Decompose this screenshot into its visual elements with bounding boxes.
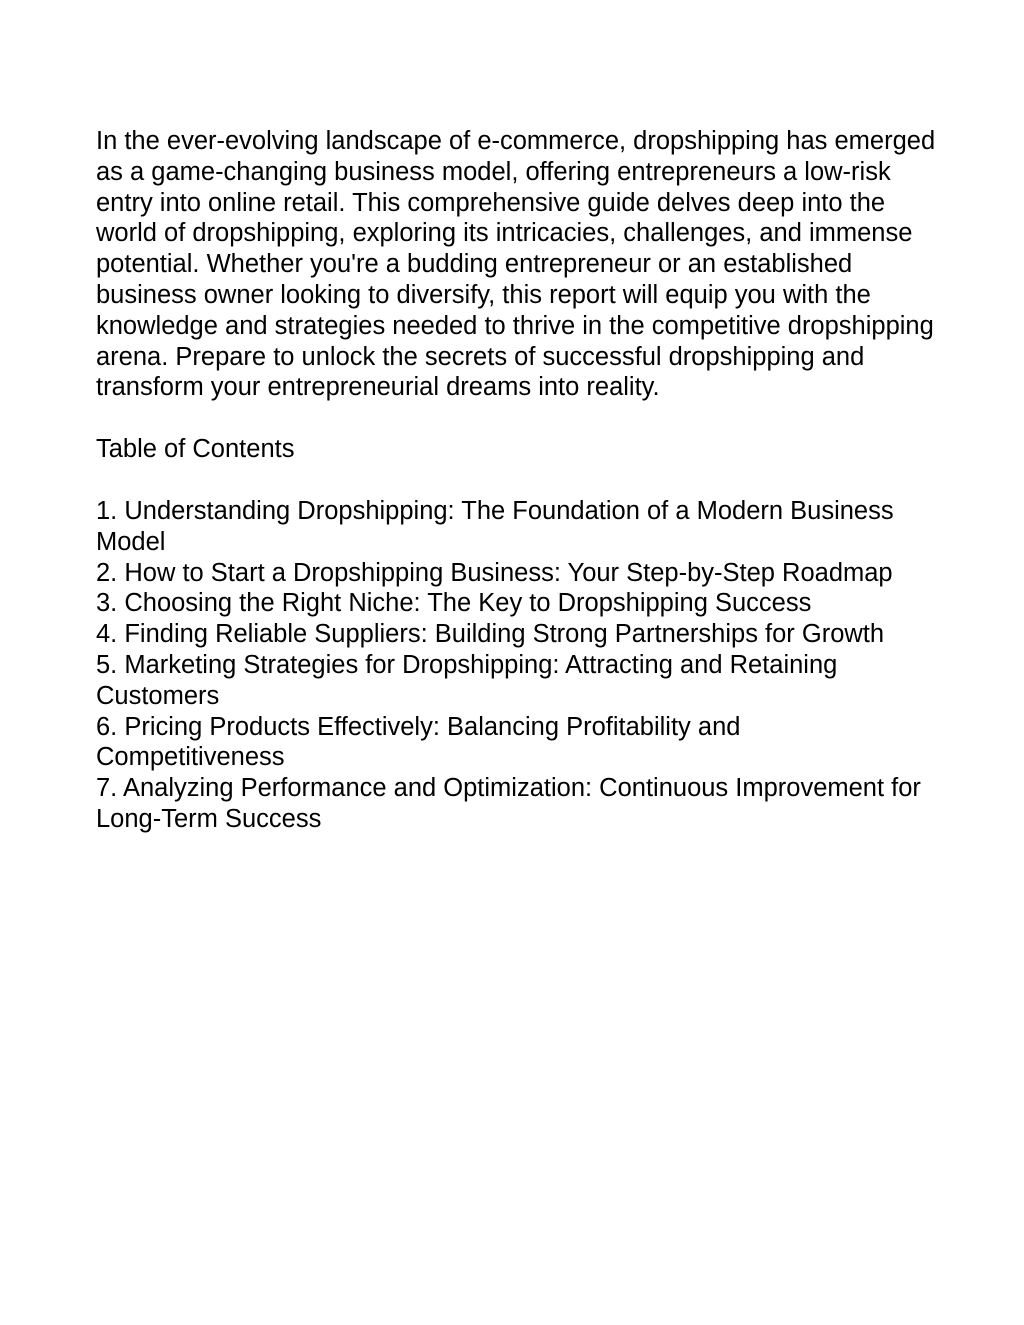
intro-paragraph: In the ever-evolving landscape of e-commerce, dropshipping has emerged as a game-changing business model, offering entrepreneurs a low-risk entry into online retail. This comprehensive guide delves deep into the world of dropshipping, exploring its intricacies, challenges, and immense potential. Whether you're a budding entrepreneur or an established business owner looking to diversify, this report will equip you with the knowledge and strategies needed to thrive in the competitive dropshipping arena. Prepare to unlock the secrets of successful dropshipping and transform your entrepreneurial dreams into reality. xyxy=(96,127,936,402)
toc-item-2: 2. How to Start a Dropshipping Business: Your Step-by-Step Roadmap xyxy=(96,558,893,587)
document-page xyxy=(96,126,936,835)
toc-item-5: 5. Marketing Strategies for Dropshipping: Attracting and Retaining Customers xyxy=(96,650,838,710)
toc-item-4: 4. Finding Reliable Suppliers: Building Strong Partnerships for Growth xyxy=(96,620,885,649)
toc-item-3: 3. Choosing the Right Niche: The Key to Dropshipping Success xyxy=(96,589,812,618)
toc-heading: Table of Contents xyxy=(96,435,295,464)
toc-list xyxy=(96,496,936,835)
toc-item-1: 1. Understanding Dropshipping: The Foundation of a Modern Business Model xyxy=(96,496,894,556)
toc-item-6: 6. Pricing Products Effectively: Balancing Profitability and Competitiveness xyxy=(96,712,741,772)
toc-item-7: 7. Analyzing Performance and Optimization: Continuous Improvement for Long-Term Success xyxy=(96,774,921,833)
